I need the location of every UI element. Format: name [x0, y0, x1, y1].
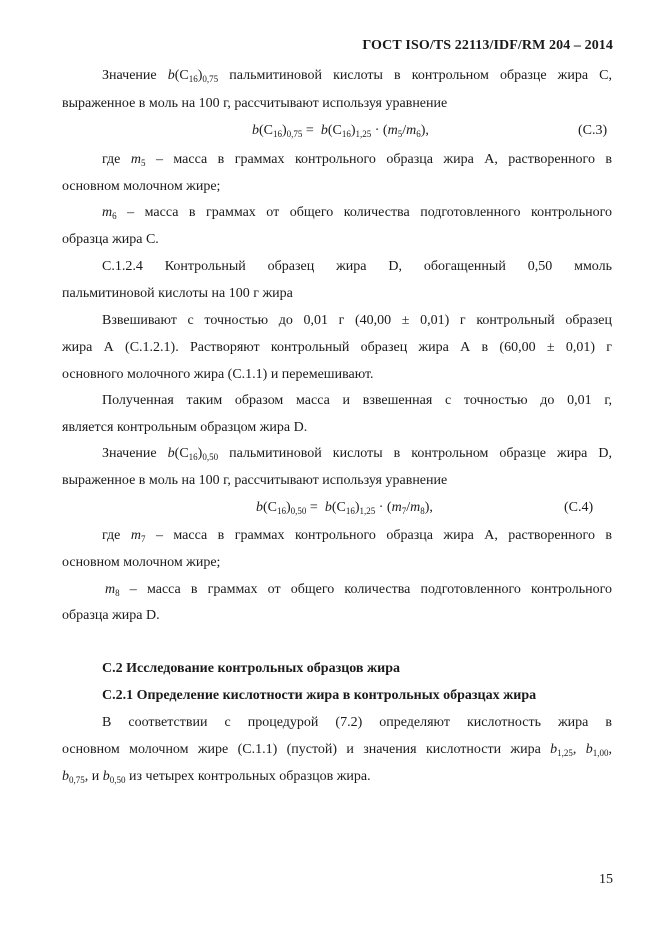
definition-m7: где $m_7$ – масса в граммах контрольного образца жира А, растворенного в [102, 528, 613, 544]
heading-c2: С.2 Исследование контрольных образцов жира [102, 661, 400, 676]
definition-m8: $m_8$ – масса в граммах от общего количества подготовленного контрольного [105, 582, 613, 598]
paragraph-line: Полученная таким образом масса и взвешенная с точностью до 0,01 г, [102, 393, 612, 408]
paragraph-line: основного молочного жира (С.1.1) и перемешивают. [62, 367, 374, 382]
paragraph-line: основном молочном жире (С.1.1) (пустой) и значения кислотности жира $b_{1,25}$, $b_{1,00}$, [62, 742, 613, 758]
paragraph-line: выраженное в моль на 100 г, рассчитывают используя уравнение [62, 96, 448, 111]
paragraph-line: жира А (С.1.2.1). Растворяют контрольный образец жира А в (60,00 ± 0,01) г [62, 340, 612, 355]
standard-header: ГОСТ ISO/TS 22113/IDF/RM 204 – 2014 [362, 38, 613, 53]
equation-number: (С.3) [578, 123, 608, 138]
paragraph-line: основном молочном жире; [62, 555, 221, 570]
equation-number: (С.4) [564, 500, 594, 515]
paragraph-line: выраженное в моль на 100 г, рассчитывают используя уравнение [62, 473, 448, 488]
formula-b-c16-075: $b(C_{16})_{0,75}$ [167, 68, 219, 84]
equation-c3: $b(C_{16})_{0,75} = b(C_{16})_{1,25} \cdot (m_5/m_6)$, [252, 123, 429, 139]
paragraph-line: пальмитиновой кислоты на 100 г жира [62, 286, 293, 301]
definition-m5: где $m_5$ – масса в граммах контрольного образца жира А, растворенного в [102, 152, 613, 168]
paragraph-line: Значение $b(C_{16})_{0,50}$ пальмитиновой кислоты в контрольном образце жира D, [102, 446, 613, 462]
paragraph-line: Взвешивают с точностью до 0,01 г (40,00 ± 0,01) г контрольный образец [102, 313, 612, 328]
definition-m6: $m_6$ – масса в граммах от общего количества подготовленного контрольного [102, 205, 612, 221]
heading-c21: С.2.1 Определение кислотности жира в контрольных образцах жира [102, 688, 537, 703]
paragraph-line: $b_{0,75}$, и $b_{0,50}$ из четырех контрольных образцов жира. [62, 769, 371, 785]
paragraph-line: основном молочном жире; [62, 179, 221, 194]
section-c124-title: С.1.2.4 Контрольный образец жира D, обогащенный 0,50 ммоль [102, 259, 612, 274]
paragraph-line: Значение $b(C_{16})_{0,75}$ пальмитиновой кислоты в контрольном образце жира С, [102, 68, 613, 84]
paragraph-line: образца жира D. [62, 608, 160, 623]
page-number: 15 [599, 872, 613, 887]
equation-c4: $b(C_{16})_{0,50} = b(C_{16})_{1,25} \cdot (m_7/m_8)$, [256, 500, 433, 516]
paragraph-line: является контрольным образцом жира D. [62, 420, 308, 435]
paragraph-line: В соответствии с процедурой (7.2) определяют кислотность жира в [102, 715, 612, 730]
paragraph-line: образца жира С. [62, 232, 159, 247]
formula-b-c16-050: $b(C_{16})_{0,50}$ [167, 446, 219, 462]
